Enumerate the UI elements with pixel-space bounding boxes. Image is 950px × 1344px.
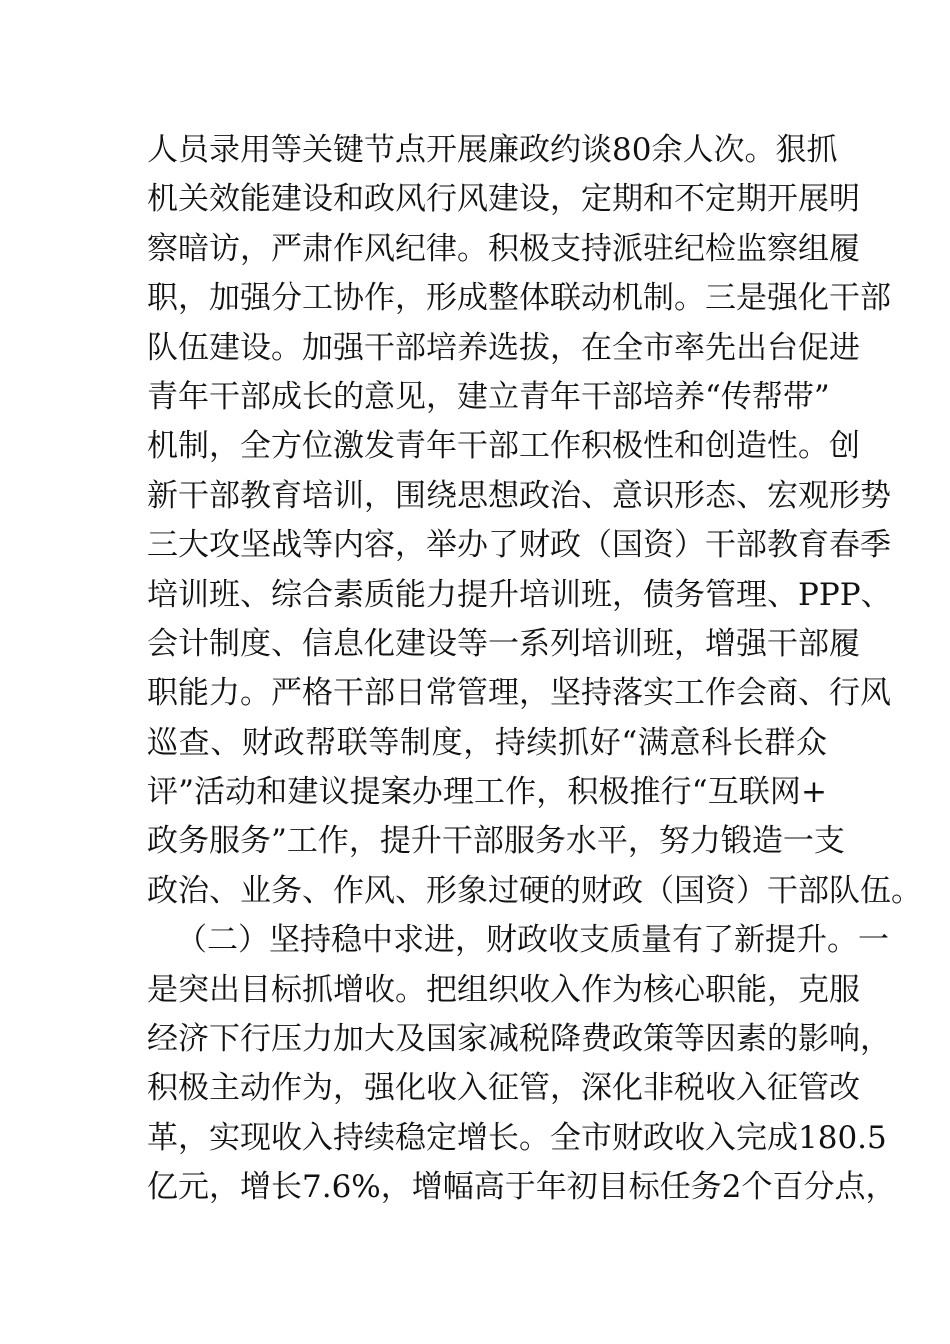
text-line: 亿元，增长7.6%，增幅高于年初目标任务2个百分点，	[147, 1169, 897, 1206]
text-line: 察暗访，严肃作风纪律。积极支持派驻纪检监察组履	[147, 230, 860, 267]
text-line: 经济下行压力加大及国家减税降费政策等因素的影响，	[147, 1021, 891, 1058]
text-line: 培训班、综合素质能力提升培训班，债务管理、PPP、	[147, 576, 892, 613]
text-line: 巡查、财政帮联等制度，持续抓好“满意科长群众	[147, 724, 827, 761]
section-heading-line: （二）坚持稳中求进，财政收支质量有了新提升。一	[176, 922, 889, 959]
text-line: 评”活动和建议提案办理工作，积极推行“互联网+	[147, 774, 827, 811]
text-line: 政治、业务、作风、形象过硬的财政（国资）干部队伍。	[147, 872, 922, 909]
text-line: 革，实现收入持续稳定增长。全市财政收入完成180.5	[147, 1119, 887, 1156]
text-line: 是突出目标抓增收。把组织收入作为核心职能，克服	[147, 971, 860, 1008]
text-line: 职能力。严格干部日常管理，坚持落实工作会商、行风	[147, 675, 891, 712]
text-line: 职，加强分工协作，形成整体联动机制。三是强化干部	[147, 280, 891, 317]
text-line: 机制，全方位激发青年干部工作积极性和创造性。创	[147, 428, 860, 465]
text-line: 机关效能建设和政风行风建设，定期和不定期开展明	[147, 181, 860, 218]
text-line: 政务服务”工作，提升干部服务水平，努力锻造一支	[147, 823, 845, 860]
text-line: 队伍建设。加强干部培养选拔，在全市率先出台促进	[147, 329, 860, 366]
text-line: 青年干部成长的意见，建立青年干部培养“传帮带”	[147, 378, 830, 415]
text-line: 三大攻坚战等内容，举办了财政（国资）干部教育春季	[147, 527, 891, 564]
text-line: 会计制度、信息化建设等一系列培训班，增强干部履	[147, 625, 860, 662]
body-text	[147, 126, 922, 1213]
text-line: 人员录用等关键节点开展廉政约谈80余人次。狠抓	[147, 132, 838, 168]
text-line: 新干部教育培训，围绕思想政治、意识形态、宏观形势	[147, 477, 891, 514]
text-line: 积极主动作为，强化收入征管，深化非税收入征管改	[147, 1070, 860, 1107]
